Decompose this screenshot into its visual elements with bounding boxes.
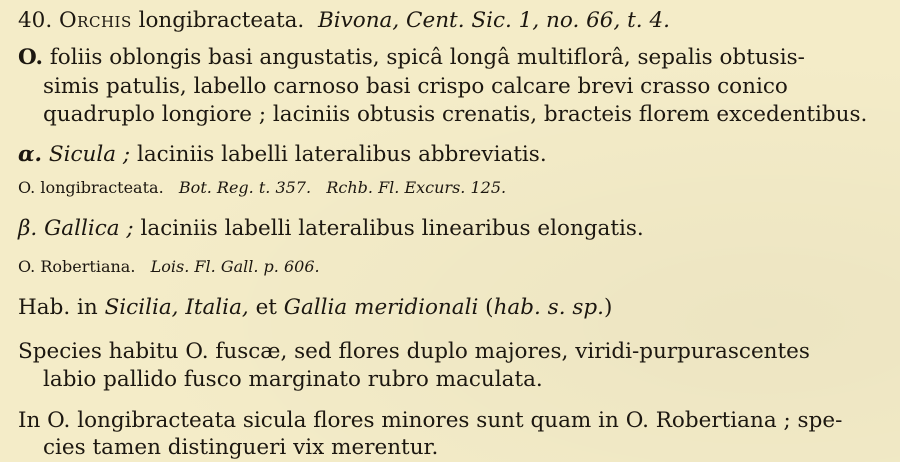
habitat-line	[18, 297, 612, 319]
diagnosis-line-2: simis patulis, labello carnoso basi crispo calcare brevi crasso conico	[43, 74, 788, 99]
entry-genus: Orchis	[59, 8, 132, 33]
variety-alpha-name: Sicula ;	[48, 142, 131, 167]
remark-2-line-1: In O. longibracteata sicula flores minores sunt quam in O. Robertiana ; spe-	[18, 408, 843, 433]
synonym-alpha-ref-1: Bot. Reg. t. 357.	[178, 178, 312, 197]
habitat-conj: et	[255, 295, 277, 320]
synonym-alpha-name: O. longibracteata.	[18, 178, 164, 197]
diagnosis-abbr: O.	[18, 45, 43, 70]
synonym-beta-ref: Lois. Fl. Gall. p. 606.	[150, 257, 320, 276]
variety-alpha-letter: α.	[18, 142, 43, 167]
remark-1-line-1: Species habitu O. fuscæ, sed flores duplo majores, viridi-purpurascentes	[18, 339, 810, 364]
variety-beta-letter: β.	[18, 216, 38, 241]
entry-heading	[18, 10, 670, 32]
variety-alpha-text: laciniis labelli lateralibus abbreviatis.	[136, 142, 547, 167]
habitat-note-close: )	[604, 295, 613, 320]
habitat-place-2: Italia,	[185, 295, 249, 320]
diagnosis-line-3: quadruplo longiore ; laciniis obtusis crenatis, bracteis florem excedentibus.	[43, 102, 868, 127]
habitat-note-open: (	[485, 295, 494, 320]
diagnosis-text-1: foliis oblongis basi angustatis, spicâ longâ multiflorâ, sepalis obtusis-	[49, 45, 805, 70]
remark-1-line-2: labio pallido fusco marginato rubro maculata.	[43, 367, 543, 392]
entry-species: longibracteata.	[138, 8, 305, 33]
variety-beta	[18, 218, 644, 240]
habitat-prefix: Hab. in	[18, 295, 98, 320]
variety-beta-text: laciniis labelli lateralibus linearibus elongatis.	[140, 216, 644, 241]
remark-2-line-2: cies tamen distingueri vix merentur.	[43, 435, 439, 460]
synonym-alpha	[18, 180, 506, 196]
habitat-place-3: Gallia meridionali	[283, 295, 479, 320]
synonym-beta-name: O. Robertiana.	[18, 257, 136, 276]
habitat-place-1: Sicilia,	[104, 295, 179, 320]
variety-beta-name: Gallica ;	[44, 216, 134, 241]
synonym-beta	[18, 259, 320, 275]
entry-number: 40.	[18, 8, 53, 33]
entry-reference: Bivona, Cent. Sic. 1, no. 66, t. 4.	[317, 8, 670, 33]
habitat-note: hab. s. sp.	[493, 295, 604, 320]
synonym-alpha-ref-2: Rchb. Fl. Excurs. 125.	[326, 178, 507, 197]
diagnosis-line-1	[18, 47, 805, 69]
variety-alpha	[18, 144, 547, 166]
